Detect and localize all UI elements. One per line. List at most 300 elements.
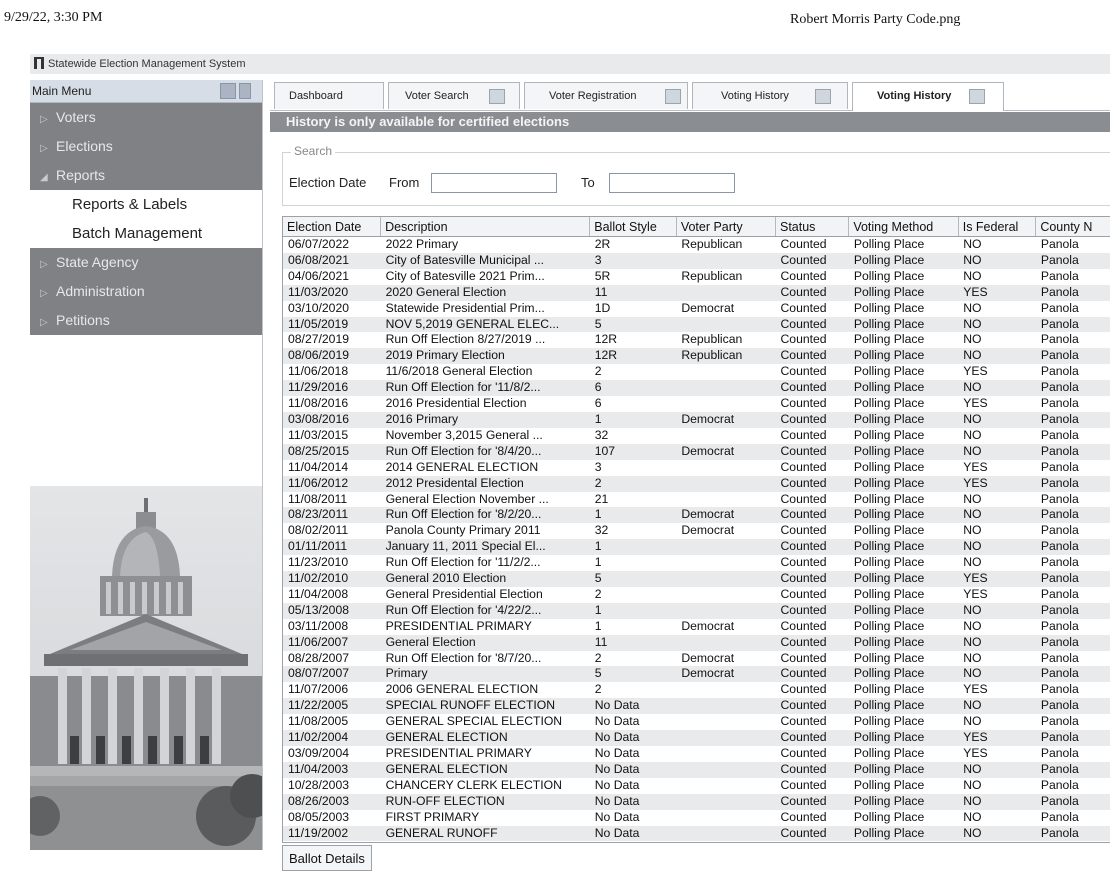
table-cell: Panola [1036,539,1110,555]
table-cell: Panola [1036,412,1110,428]
sidebar-item-label: State Agency [56,254,139,270]
table-cell: NO [963,809,982,824]
table-cell: Primary [381,666,590,682]
table-cell: Polling Place [849,444,958,460]
table-cell: NO [963,268,982,283]
table-row[interactable] [283,476,1110,492]
tab-label: Voter Registration [549,90,637,102]
table-row[interactable] [283,507,1110,523]
tab-voter-registration[interactable] [524,82,688,109]
from-label: From [389,175,420,190]
table-cell: Polling Place [849,285,958,301]
table-cell: 5 [590,317,677,333]
table-cell: Democrat [681,618,735,633]
column-header[interactable]: Ballot Style [590,217,677,237]
tab-label: Dashboard [289,90,343,102]
grid-body [283,237,1110,842]
table-cell [676,492,775,508]
chevron-right-icon: ▷ [40,259,48,270]
table-cell: YES [963,746,988,760]
table-cell: Panola [1036,730,1110,746]
table-cell: 1 [590,603,677,619]
table-cell: Polling Place [849,539,958,555]
sidebar-item-petitions[interactable] [30,306,262,335]
table-cell: Counted [775,826,848,842]
table-cell: City of Batesville Municipal ... [381,253,590,269]
table-cell: Panola [1040,300,1079,315]
table-row[interactable] [283,301,1110,317]
table-cell: 2R [594,237,611,251]
capitol-building-image [30,486,262,850]
table-row[interactable] [283,826,1110,842]
table-cell: Statewide Presidential Prim... [385,300,545,315]
table-cell: Polling Place [853,523,925,538]
table-cell: Panola [1040,396,1079,411]
table-row[interactable] [283,285,1110,301]
table-cell: Panola [1036,794,1110,810]
table-cell: No Data [594,777,640,792]
sidebar-item-voters[interactable] [30,103,262,132]
table-row[interactable] [283,794,1110,810]
table-cell: 2 [594,364,602,379]
close-tab-icon[interactable] [815,89,831,104]
table-cell: Polling Place [853,300,925,315]
table-cell: Counted [775,539,848,555]
table-cell: YES [963,586,988,601]
table-cell: 06/08/2021 [283,253,381,269]
table-cell: No Data [590,698,677,714]
table-cell: Counted [780,427,827,442]
table-cell: 06/07/2022 [288,237,349,251]
table-cell: Polling Place [853,459,925,474]
table-cell: NO [958,507,1036,523]
table-cell: Panola [1040,268,1079,283]
table-row[interactable] [283,539,1110,555]
column-header[interactable]: Election Date [283,217,381,237]
table-cell: Panola [1036,762,1110,778]
table-cell: PRESIDENTIAL PRIMARY [385,618,532,633]
table-cell: 107 [590,444,677,460]
table-row[interactable] [283,635,1110,651]
table-cell: Republican [676,348,775,364]
table-row[interactable] [283,619,1110,635]
table-cell [676,730,775,746]
table-cell: No Data [590,794,677,810]
table-row[interactable] [283,603,1110,619]
close-tab-icon[interactable] [969,89,985,104]
table-cell: YES [963,459,988,474]
table-cell: NO [958,348,1036,364]
table-cell: Polling Place [849,730,958,746]
table-row[interactable] [283,810,1110,826]
table-cell: Counted [775,762,848,778]
table-row[interactable] [283,682,1110,698]
table-cell: Counted [775,794,848,810]
table-cell: 12R [590,348,677,364]
table-cell: Panola County Primary 2011 [385,523,541,538]
table-cell [676,476,775,492]
table-row[interactable] [283,651,1110,667]
table-cell [676,587,775,603]
table-cell: YES [958,285,1036,301]
table-cell: Counted [780,618,827,633]
from-date-input[interactable] [431,173,557,193]
table-cell: No Data [594,746,640,760]
table-cell: Polling Place [853,364,925,379]
table-cell: Panola [1036,826,1110,842]
table-cell: NO [963,618,982,633]
election-date-label: Election Date [289,175,367,190]
table-cell: Counted [780,364,827,379]
pin-menu-icon[interactable] [239,83,251,99]
table-cell [676,826,775,842]
table-cell: 11/05/2019 [283,317,381,333]
table-cell: General 2010 Election [381,571,590,587]
table-cell: CHANCERY CLERK ELECTION [385,777,562,792]
table-cell: Polling Place [853,427,925,442]
table-cell: Panola [1040,555,1079,570]
table-cell: 11/6/2018 General Election [385,364,533,379]
table-cell: GENERAL RUNOFF [381,826,590,842]
column-header[interactable]: Voter Party [676,217,775,237]
table-row[interactable] [283,269,1110,285]
sidebar-item-elections[interactable] [30,132,262,161]
table-cell: Democrat [681,523,735,538]
table-cell: Panola [1036,507,1110,523]
voting-history-grid [282,216,1110,843]
collapse-menu-icon[interactable] [220,83,236,99]
table-cell: NOV 5,2019 GENERAL ELEC... [381,317,590,333]
table-cell: 08/07/2007 [283,666,381,682]
column-header[interactable]: County N [1036,217,1110,237]
table-cell: Polling Place [849,698,958,714]
table-cell: Counted [775,571,848,587]
table-row[interactable] [283,348,1110,364]
table-cell: 2019 Primary Election [381,348,590,364]
table-cell: YES [958,730,1036,746]
table-cell: NO [963,300,982,315]
sidebar-item-label: Petitions [56,312,110,328]
sidebar-subitem-batch-management[interactable]: Batch Management [30,219,262,248]
table-cell: Panola [1036,603,1110,619]
sidebar-subitem-reports-labels[interactable]: Reports & Labels [30,190,262,219]
table-cell: 05/13/2008 [283,603,381,619]
table-cell: 08/28/2007 [288,650,349,665]
tab-voter-search[interactable] [388,82,520,109]
table-cell: 3 [594,459,602,474]
table-cell: NO [963,777,982,792]
table-cell [676,396,775,412]
table-cell: Polling Place [849,571,958,587]
table-cell: Counted [780,459,827,474]
sidebar-item-administration[interactable] [30,277,262,306]
table-cell: 08/06/2019 [283,348,381,364]
table-row[interactable] [283,396,1110,412]
table-cell: 2 [594,650,602,665]
table-cell: Panola [1040,459,1079,474]
table-cell: Counted [780,555,827,570]
table-cell: Panola [1040,364,1079,379]
table-cell: PRESIDENTIAL PRIMARY [385,746,532,760]
table-cell [676,364,775,380]
table-cell: Polling Place [853,777,925,792]
table-cell: 2016 Presidential Election [385,396,527,411]
table-cell: 2006 GENERAL ELECTION [385,682,539,697]
table-cell: Run Off Election for '11/8/2... [381,380,590,396]
table-cell: NO [958,603,1036,619]
table-cell: 11/08/2016 [288,396,349,411]
table-row[interactable] [283,523,1110,539]
table-cell: Run Off Election for '8/4/20... [381,444,590,460]
chevron-right-icon: ▷ [40,143,48,154]
table-cell: GENERAL ELECTION [381,730,590,746]
table-row[interactable] [283,412,1110,428]
table-cell: Polling Place [853,618,925,633]
table-row[interactable] [283,762,1110,778]
table-row[interactable] [283,746,1110,762]
table-cell: No Data [590,730,677,746]
table-cell [676,571,775,587]
table-cell: Polling Place [853,746,925,760]
table-cell: Counted [775,444,848,460]
table-row[interactable] [283,698,1110,714]
table-cell: Democrat [676,666,775,682]
chevron-right-icon: ▷ [40,288,48,299]
column-header[interactable]: Is Federal [958,217,1036,237]
table-cell: Democrat [676,507,775,523]
table-cell: Counted [775,412,848,428]
table-cell: 01/11/2011 [283,539,381,555]
chevron-right-icon: ▷ [40,114,48,125]
table-row[interactable] [283,730,1110,746]
table-cell [676,603,775,619]
table-cell: 11/04/2014 [288,459,349,474]
table-cell: City of Batesville 2021 Prim... [385,268,545,283]
table-cell: Polling Place [853,682,925,697]
table-cell: 21 [594,491,609,506]
table-cell: Counted [775,635,848,651]
table-cell: 04/06/2021 [288,268,349,283]
table-cell: Polling Place [849,253,958,269]
table-cell [676,380,775,396]
table-cell: 1 [594,618,602,633]
table-cell: Counted [780,332,827,347]
sidebar-item-label: Elections [56,138,113,154]
tab-bar [270,80,1110,111]
table-cell: 11 [590,635,677,651]
table-cell: General Election [381,635,590,651]
table-cell: 08/05/2003 [288,809,349,824]
table-cell: 11/03/2015 [288,427,349,442]
table-cell: Counted [775,666,848,682]
search-legend: Search [291,144,335,158]
table-cell: 5R [594,268,611,283]
table-cell: No Data [594,714,640,729]
table-cell: Run Off Election for '11/2/2... [385,555,541,570]
table-cell: 11/08/2005 [288,714,349,729]
sidebar-item-label: Reports [56,167,106,183]
tab-voting-history[interactable] [692,82,848,109]
table-cell: Polling Place [853,714,925,729]
table-row[interactable] [283,444,1110,460]
table-cell: Republican [681,268,743,283]
table-cell: Counted [775,730,848,746]
sidebar-item-reports[interactable] [30,161,262,190]
table-row[interactable] [283,317,1110,333]
table-cell: Polling Place [849,762,958,778]
table-row[interactable] [283,571,1110,587]
table-cell: 08/02/2011 [288,523,349,538]
ballot-details-button[interactable]: Ballot Details [282,845,372,871]
table-cell: SPECIAL RUNOFF ELECTION [381,698,590,714]
table-cell: NO [963,427,982,442]
chevron-down-icon: ◢ [40,172,48,183]
table-cell: NO [958,666,1036,682]
table-cell: Counted [780,650,827,665]
table-cell: Republican [681,332,743,347]
table-cell: Democrat [676,444,775,460]
column-header[interactable]: Status [775,217,848,237]
table-cell: Counted [780,523,827,538]
table-cell: Panola [1036,698,1110,714]
table-row[interactable] [283,428,1110,444]
table-cell: Panola [1040,523,1079,538]
table-cell: NO [963,650,982,665]
close-tab-icon[interactable] [665,89,681,104]
table-cell: 11/06/2018 [288,364,349,379]
table-row[interactable] [283,555,1110,571]
table-cell: Counted [780,714,827,729]
table-cell [676,555,775,571]
table-cell: Counted [775,380,848,396]
table-cell: Counted [780,300,827,315]
table-row[interactable] [283,492,1110,508]
table-row[interactable] [283,332,1110,348]
tab-label: Voting History [721,90,789,102]
table-cell: NO [963,237,982,251]
table-cell: GENERAL ELECTION [381,762,590,778]
table-cell: YES [963,364,988,379]
table-cell: Polling Place [849,507,958,523]
tab-dashboard[interactable] [274,82,384,109]
table-cell: 03/08/2016 [283,412,381,428]
table-cell: YES [963,682,988,697]
table-cell: Panola [1036,285,1110,301]
table-cell [676,635,775,651]
table-cell: 32 [594,523,609,538]
table-row[interactable] [283,237,1110,253]
table-cell: General Presidential Election [385,586,543,601]
table-row[interactable] [283,460,1110,476]
table-cell: 1 [590,412,677,428]
table-cell: NO [958,698,1036,714]
table-cell: Polling Place [849,603,958,619]
table-cell: General Election November ... [385,491,549,506]
table-cell: 1 [590,507,677,523]
table-row[interactable] [283,714,1110,730]
table-cell: NO [958,794,1036,810]
table-cell [676,794,775,810]
column-header[interactable]: Description [381,217,590,237]
print-filename: Robert Morris Party Code.png [790,12,961,27]
table-cell: YES [958,571,1036,587]
table-cell: Counted [775,698,848,714]
table-cell: Run Off Election for '8/7/20... [385,650,542,665]
table-cell: 5 [590,666,677,682]
table-cell: 11/23/2010 [288,555,349,570]
table-cell [676,285,775,301]
table-cell: Polling Place [853,555,925,570]
table-cell: 08/26/2003 [283,794,381,810]
sidebar-item-label: Administration [56,283,145,299]
table-row[interactable] [283,364,1110,380]
table-row[interactable] [283,587,1110,603]
table-cell: 11/06/2007 [283,635,381,651]
table-cell [676,682,775,698]
table-cell: Run Off Election for '4/22/2... [381,603,590,619]
table-cell: NO [963,714,982,729]
table-cell: Polling Place [849,666,958,682]
table-cell: NO [963,555,982,570]
table-cell: Counted [780,237,827,251]
table-cell: NO [958,317,1036,333]
table-cell: 10/28/2003 [288,777,349,792]
table-cell: 11 [590,285,677,301]
table-cell: NO [958,380,1036,396]
table-cell: Democrat [681,650,735,665]
sidebar-item-state-agency[interactable] [30,248,262,277]
table-cell: Panola [1040,332,1079,347]
table-row[interactable] [283,380,1110,396]
tab-voting-history-active[interactable] [852,82,1004,111]
table-cell: 08/25/2015 [283,444,381,460]
close-tab-icon[interactable] [489,89,505,104]
table-cell: NO [958,635,1036,651]
table-cell: 2022 Primary [385,237,459,251]
table-row[interactable] [283,253,1110,269]
table-cell: NO [963,491,982,506]
table-cell: Polling Place [849,317,958,333]
certified-notice-bar: History is only available for certified elections [270,112,1110,132]
table-cell: Run Off Election 8/27/2019 ... [385,332,546,347]
table-cell: Panola [1036,476,1110,492]
table-cell: No Data [590,826,677,842]
table-cell: Counted [780,491,827,506]
table-cell: NO [958,444,1036,460]
table-cell: 32 [594,427,609,442]
table-cell: 6 [590,380,677,396]
table-cell: 2 [590,476,677,492]
table-row[interactable] [283,778,1110,794]
table-cell: RUN-OFF ELECTION [381,794,590,810]
table-cell: Panola [1040,777,1079,792]
table-cell: FIRST PRIMARY [385,809,480,824]
table-cell: 2 [594,682,602,697]
table-cell: 6 [594,396,602,411]
table-row[interactable] [283,666,1110,682]
table-cell: Panola [1036,317,1110,333]
table-cell: 12R [594,332,618,347]
table-cell: Panola [1036,571,1110,587]
to-date-input[interactable] [609,173,735,193]
table-cell: Counted [780,586,827,601]
table-cell: 08/23/2011 [283,507,381,523]
sidebar-item-label: Voters [56,109,96,125]
table-cell: Counted [775,348,848,364]
table-cell: Counted [775,285,848,301]
column-header[interactable]: Voting Method [849,217,958,237]
table-cell: Counted [780,268,827,283]
